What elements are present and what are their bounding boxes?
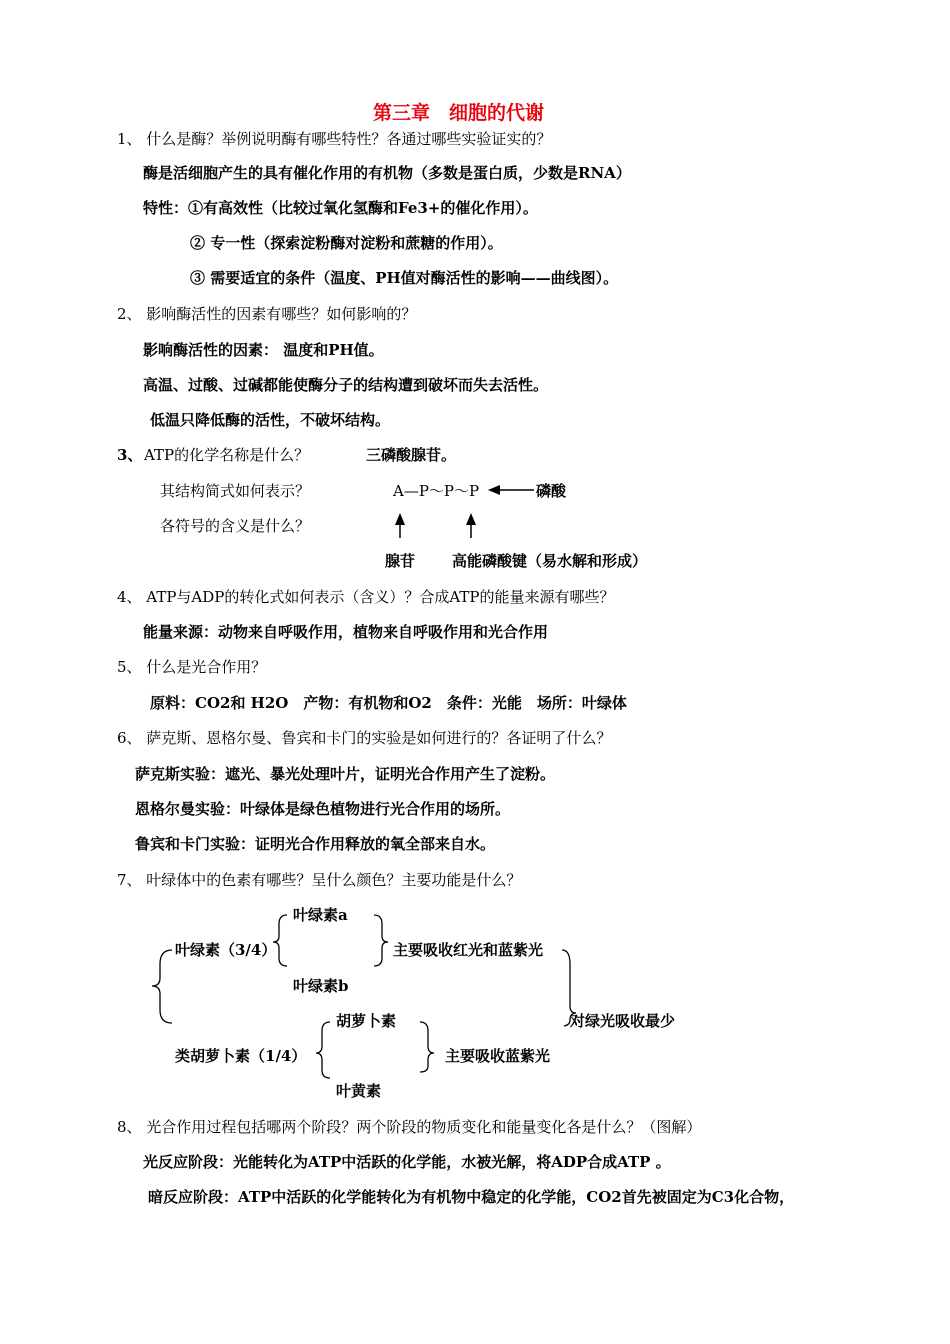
question-1: 1、 什么是酶？举例说明酶有哪些特性？各通过哪些实验证实的？ bbox=[117, 130, 552, 148]
enzyme-property-2: ② 专一性（探索淀粉酶对淀粉和蔗糖的作用）。 bbox=[190, 234, 503, 252]
question-7: 7、 叶绿体中的色素有哪些？呈什么颜色？主要功能是什么？ bbox=[117, 871, 522, 889]
enzyme-definition: 酶是活细胞产生的具有催化作用的有机物（多数是蛋白质，少数是RNA） bbox=[143, 164, 631, 182]
question-2: 2、 影响酶活性的因素有哪些？如何影响的？ bbox=[117, 305, 417, 323]
dark-reaction: 暗反应阶段：ATP中活跃的化学能转化为有机物中稳定的化学能，CO2首先被固定为C3化合物， bbox=[148, 1188, 795, 1206]
q4-answer: 能量来源：动物来自呼吸作用，植物来自呼吸作用和光合作用 bbox=[143, 623, 549, 641]
engelmann-experiment: 恩格尔曼实验：叶绿体是绿色植物进行光合作用的场所。 bbox=[135, 800, 511, 818]
question-3-number: 3、 bbox=[117, 446, 143, 464]
light-reaction: 光反应阶段：光能转化为ATP中活跃的化学能，水被光解，将ADP合成ATP 。 bbox=[143, 1153, 671, 1171]
q2-answer-3: 低温只降低酶的活性，不破坏结构。 bbox=[150, 411, 391, 429]
question-3: ATP的化学名称是什么？ bbox=[144, 446, 310, 464]
q2-answer-1: 影响酶活性的因素： 温度和PH值。 bbox=[143, 341, 384, 359]
enzyme-property-1: 特性：①有高效性（比较过氧化氢酶和Fe3+的催化作用）。 bbox=[143, 199, 538, 217]
sachs-experiment: 萨克斯实验：遮光、暴光处理叶片，证明光合作用产生了淀粉。 bbox=[135, 765, 556, 783]
phosphate-label: 磷酸 bbox=[536, 482, 567, 500]
bond-arrow bbox=[466, 513, 476, 538]
carotenoids: 类胡萝卜素（1/4） bbox=[175, 1047, 307, 1065]
left-brace-chlorophyll bbox=[273, 915, 287, 966]
question-5: 5、 什么是光合作用？ bbox=[117, 658, 267, 676]
right-brace-large bbox=[562, 950, 576, 1026]
adenosine-label: 腺苷 bbox=[385, 552, 416, 570]
high-energy-bond-label: 高能磷酸键（易水解和形成） bbox=[452, 552, 648, 570]
chlorophyll-function: 主要吸收红光和蓝紫光 bbox=[393, 941, 544, 959]
ruben-kamen-experiment: 鲁宾和卡门实验：证明光合作用释放的氧全部来自水。 bbox=[135, 835, 496, 853]
xanthophyll: 叶黄素 bbox=[336, 1082, 382, 1100]
carotenoid-function: 主要吸收蓝紫光 bbox=[445, 1047, 551, 1065]
right-brace-carotenoid bbox=[420, 1022, 434, 1072]
left-brace-large bbox=[152, 950, 172, 1023]
chlorophyll: 叶绿素（3/4） bbox=[175, 941, 277, 959]
question-4: 4、 ATP与ADP的转化式如何表示（含义）？合成ATP的能量来源有哪些？ bbox=[117, 588, 615, 606]
symbol-question: 各符号的含义是什么？ bbox=[160, 517, 311, 535]
left-brace-carotenoid bbox=[316, 1022, 330, 1078]
chlorophyll-b: 叶绿素b bbox=[293, 977, 349, 995]
right-brace-chlorophyll bbox=[374, 915, 388, 966]
q2-answer-2: 高温、过酸、过碱都能使酶分子的结构遭到破坏而失去活性。 bbox=[143, 376, 549, 394]
adenosine-arrow bbox=[395, 513, 405, 538]
q5-answer: 原料：CO2和 H2O 产物：有机物和O2 条件：光能 场所：叶绿体 bbox=[150, 694, 627, 712]
structure-question: 其结构简式如何表示？ bbox=[160, 482, 311, 500]
chlorophyll-a: 叶绿素a bbox=[293, 906, 348, 924]
green-light-absorption: 对绿光吸收最少 bbox=[570, 1012, 676, 1030]
atp-name: 三磷酸腺苷。 bbox=[366, 446, 457, 464]
question-6: 6、 萨克斯、恩格尔曼、鲁宾和卡门的实验是如何进行的？各证明了什么？ bbox=[117, 729, 612, 747]
atp-formula: A—P～P～P bbox=[393, 482, 480, 500]
page-title: 第三章 细胞的代谢 bbox=[373, 102, 545, 124]
carotene: 胡萝卜素 bbox=[336, 1012, 397, 1030]
question-8: 8、 光合作用过程包括哪两个阶段？两个阶段的物质变化和能量变化各是什么？（图解） bbox=[117, 1118, 702, 1136]
phosphate-arrow bbox=[488, 485, 534, 495]
enzyme-property-3: ③ 需要适宜的条件（温度、PH值对酶活性的影响——曲线图）。 bbox=[190, 269, 619, 287]
